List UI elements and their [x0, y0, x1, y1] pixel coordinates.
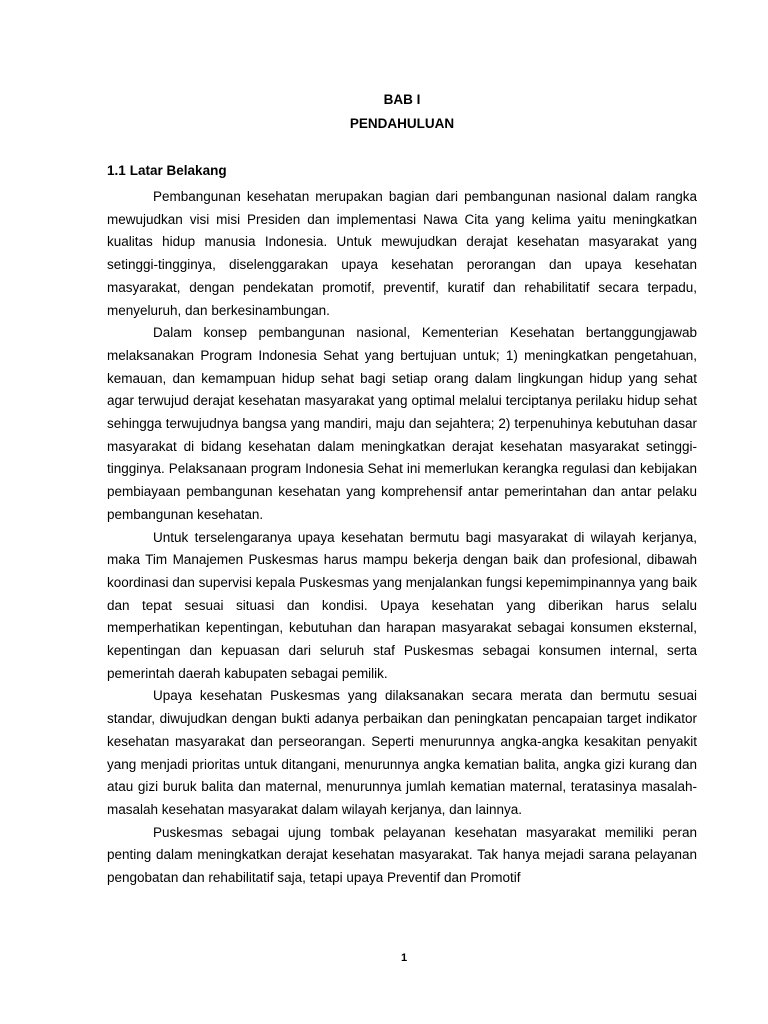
chapter-title: PENDAHULUAN — [349, 116, 455, 131]
section-title: Latar Belakang — [129, 163, 227, 178]
paragraph-2: Dalam konsep pembangunan nasional, Kementerian Kesehatan bertanggungjawab melaksanakan Program Indonesia Sehat yang bertujuan untuk; 1) meningkatkan pengetahuan, kemauan, dan kemampuan hidup sehat bagi setiap orang dalam lingkungan hidup yang sehat agar terwujud derajat kesehatan masyarakat yang optimal melalui terciptanya perilaku hidup sehat sehingga terwujudnya bangsa yang mandiri, maju dan sejahtera; 2) terpenuhinya kebutuhan dasar masyarakat di bidang kesehatan dalam meningkatkan derajat kesehatan masyarakat setinggi-tingginya. Pelaksanaan program Indonesia Sehat ini memerlukan kerangka regulasi dan kebijakan pembiayaan pembangunan kesehatan yang komprehensif antar pemerintahan dan antar pelaku pembangunan kesehatan. — [107, 325, 697, 522]
section-number: 1.1 — [107, 163, 126, 178]
paragraph-3: Untuk terselengaranya upaya kesehatan bermutu bagi masyarakat di wilayah kerjanya, maka Tim Manajemen Puskesmas harus mampu bekerja dengan baik dan profesional, dibawah koordinasi dan supervisi kepala Puskesmas yang menjalankan fungsi kepemimpinannya yang baik dan tepat sesuai situasi dan kondisi. Upaya kesehatan yang diberikan harus selalu memperhatikan kepentingan, kebutuhan dan harapan masyarakat sebagai konsumen eksternal, kepentingan dan kepuasan dari seluruh staf Puskesmas sebagai konsumen internal, serta pemerintah daerah kabupaten sebagai pemilik. — [107, 529, 697, 681]
document-page — [107, 88, 697, 890]
page-number: 1 — [400, 952, 408, 964]
section-heading — [107, 160, 697, 182]
chapter-number: BAB I — [383, 92, 421, 107]
paragraph-5: Puskesmas sebagai ujung tombak pelayanan kesehatan masyarakat memiliki peran penting dalam meningkatkan derajat kesehatan masyarakat. Tak hanya mejadi sarana pelayanan pengobatan dan rehabilitatif saja, tetapi upaya Preventif dan Promotif — [107, 824, 697, 886]
paragraph-4: Upaya kesehatan Puskesmas yang dilaksanakan secara merata dan bermutu sesuai standar, diwujudkan dengan bukti adanya perbaikan dan peningkatan pencapaian target indikator kesehatan masyarakat dan perseorangan. Seperti menurunnya angka-angka kesakitan penyakit yang menjadi prioritas untuk ditangani, menurunnya angka kematian balita, angka gizi kurang dan atau gizi buruk balita dan maternal, menurunnya jumlah kematian maternal, teratasinya masalah-masalah kesehatan masyarakat dalam wilayah kerjanya, dan lainnya. — [107, 688, 697, 817]
paragraph-1: Pembangunan kesehatan merupakan bagian dari pembangunan nasional dalam rangka mewujudkan visi misi Presiden dan implementasi Nawa Cita yang kelima yaitu meningkatkan kualitas hidup manusia Indonesia. Untuk mewujudkan derajat kesehatan masyarakat yang setinggi-tingginya, diselenggarakan upaya kesehatan perorangan dan upaya kesehatan masyarakat, dengan pendekatan promotif, preventif, kuratif dan rehabilitatif secara terpadu, menyeluruh, dan berkesinambungan. — [107, 189, 697, 318]
